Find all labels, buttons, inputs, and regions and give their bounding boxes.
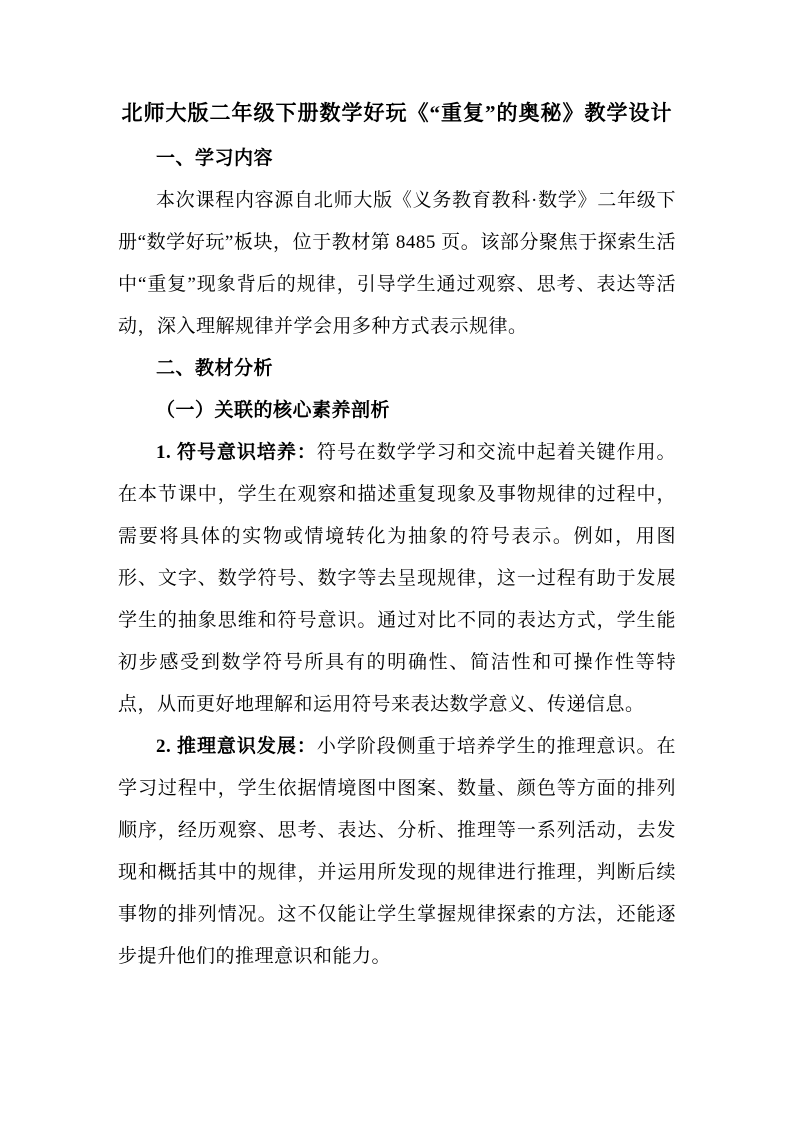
- document-body: [118, 138, 676, 978]
- paragraph-reasoning-awareness: [118, 726, 676, 978]
- document-content: [118, 88, 676, 978]
- paragraph-symbol-awareness-text: 符号在数学学习和交流中起着关键作用。在本节课中，学生在观察和描述重复现象及事物规律的过程中，需要将具体的实物或情境转化为抽象的符号表示。例如，用图形、文字、数学符号、数字等去呈现规律，这一过程有助于发展学生的抽象思维和符号意识。通过对比不同的表达方式，学生能初步感受到数学符号所具有的明确性、简洁性和可操作性等特点，从而更好地理解和运用符号来表达数学意义、传递信息。: [118, 442, 676, 715]
- section-heading-learning-content: 一、学习内容: [156, 148, 274, 169]
- paragraph-learning-content: 本次课程内容源自北师大版《义务教育教科·数学》二年级下册“数学好玩”板块，位于教材第 8485 页。该部分聚焦于探索生活中“重复”现象背后的规律，引导学生通过观察、思考、表达等活动，深入理解规律并学会用多种方式表示规律。: [118, 190, 676, 337]
- subheading-core-competency: （一）关联的核心素养剖析: [156, 400, 391, 421]
- paragraph-symbol-awareness: [118, 432, 676, 726]
- document-title: 北师大版二年级下册数学好玩《“重复”的奥秘》教学设计: [121, 101, 673, 125]
- section-heading-material-analysis: 二、教材分析: [156, 358, 274, 379]
- paragraph-reasoning-awareness-label: 2. 推理意识发展：: [156, 736, 317, 757]
- paragraph-reasoning-awareness-text: 小学阶段侧重于培养学生的推理意识。在学习过程中，学生依据情境图中图案、数量、颜色等方面的排列顺序，经历观察、思考、表达、分析、推理等一系列活动，去发现和概括其中的规律，并运用所发现的规律进行推理，判断后续事物的排列情况。这不仅能让学生掌握规律探索的方法，还能逐步提升他们的推理意识和能力。: [118, 736, 676, 967]
- paragraph-symbol-awareness-label: 1. 符号意识培养：: [156, 442, 317, 463]
